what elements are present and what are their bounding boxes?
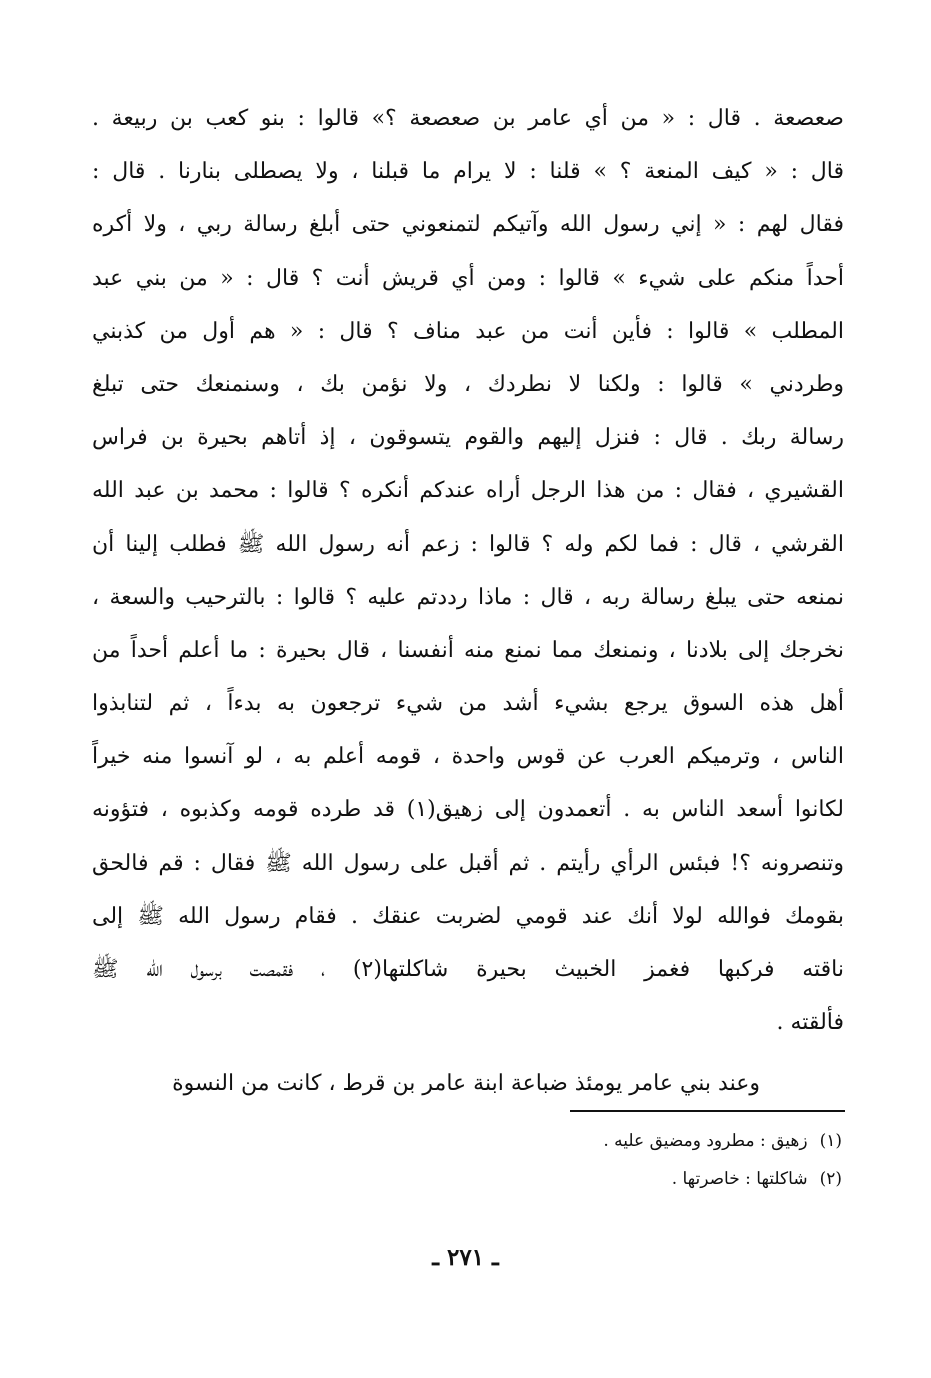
text-line: أحداً منكم على شيء » قالوا : ومن أي قريش أنت ؟ قال : « من بني عبد [92,265,844,291]
text-line: الناس ، وترميكم العرب عن قوس واحدة ، قومه أعلم به ، لو آنسوا منه خيراً [92,744,844,770]
footnote-separator [570,1110,845,1112]
text-line: القشيري ، فقال : من هذا الرجل أراه عندكم أنكره ؟ قالوا : محمد بن عبد الله [92,478,844,504]
footnote-number: (١) [819,1131,842,1151]
text-line: نخرجك إلى بلادنا ، ونمنعك مما نمنع منه أنفسنا ، قال بحيرة : ما أعلم أحداً من [92,637,844,663]
text-line: لكانوا أسعد الناس به . أتعمدون إلى زهيق(١) قد طرده قومه وكذبوه ، فتؤونه [92,797,844,823]
text-line: ناقته فركبها فغمز الخبيث بحيرة شاكلتها(٢) ، فقمصت برسول الله ﷺ [92,957,844,982]
footnote-1 [380,1122,842,1160]
text-line: فقال لهم : « إني رسول الله وآتيكم لتمنعوني حتى أبلغ رسالة ربي ، ولا أكره [92,212,844,238]
text-line: فألقته . [776,1010,844,1036]
text-line: قال : « كيف المنعة ؟ » قلنا : لا يرام ما قبلنا ، ولا يصطلى بنارنا . قال : [92,159,844,185]
page-number: ـ ٢٧١ ـ [432,1244,499,1271]
footnote-number: (٢) [819,1169,842,1189]
text-line: نمنعه حتى يبلغ رسالة ربه ، قال : ماذا رددتم عليه ؟ قالوا : بالترحيب والسعة ، [92,584,844,610]
text-line: وتنصرونه ؟! فبئس الرأي رأيتم . ثم أقبل على رسول الله ﷺ فقال : قم فالحق [92,850,844,876]
body-text [92,92,844,1111]
text-line: رسالة ربك . قال : فنزل إليهم والقوم يتسوقون ، إذ أتاهم بحيرة بن فراس [92,425,844,451]
footnotes [380,1122,842,1198]
footnote-text: شاكلتها : خاصرتها . [671,1169,808,1189]
paragraph-start-line: وعند بني عامر يومئذ ضباعة ابنة عامر بن قرط ، كانت من النسوة [172,1071,760,1097]
text-line: المطلب » قالوا : فأين أنت من عبد مناف ؟ قال : « هم أول من كذبني [92,318,844,344]
footnote-text: زهيق : مطرود ومضيق عليه . [603,1131,808,1151]
text-line: صعصعة . قال : « من أي عامر بن صعصعة ؟» قالوا : بنو كعب بن ربيعة . [92,106,844,131]
footnote-2 [380,1160,842,1198]
text-line: بقومك فوالله لولا أنك عند قومي لضربت عنقك . فقام رسول الله ﷺ إلى [92,903,844,929]
text-line: القرشي ، قال : فما لكم وله ؟ قالوا : زعم أنه رسول الله ﷺ فطلب إلينا أن [92,531,844,557]
text-line: وطردني » قالوا : ولكنا لا نطردك ، ولا نؤمن بك ، وسنمنعك حتى تبلغ [92,371,844,397]
text-line: أهل هذه السوق يرجع بشيء أشد من شيء ترجعون به بدءاً ، ثم لتنابذوا [92,691,844,717]
